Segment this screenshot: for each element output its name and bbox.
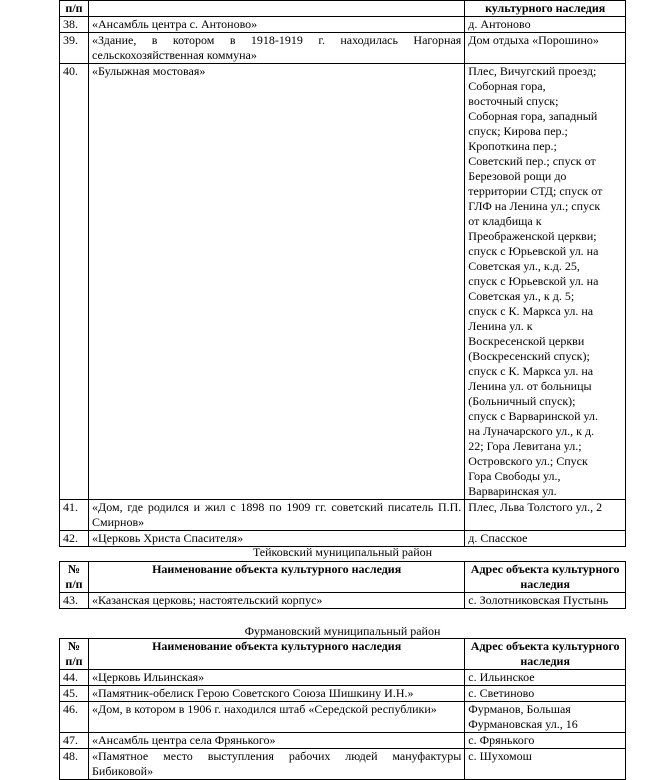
row-address: Плес, Льва Толстого ул., 2 bbox=[465, 500, 626, 531]
header-address: Адрес объекта культурного наследия bbox=[465, 562, 626, 593]
table-row bbox=[60, 702, 626, 733]
district-title-furmanov: Фурмановский муниципальный район bbox=[244, 624, 441, 638]
header-address: Адрес объекта культурного наследия bbox=[465, 639, 626, 670]
row-num: 41. bbox=[60, 500, 89, 531]
heritage-table-continued bbox=[59, 0, 626, 547]
row-num: 48. bbox=[60, 749, 89, 780]
table-row bbox=[60, 64, 626, 500]
row-num: 47. bbox=[60, 733, 89, 749]
table-row bbox=[60, 670, 626, 686]
header-num: № п/п bbox=[60, 639, 89, 670]
table-header-row bbox=[60, 1, 626, 17]
row-num: 39. bbox=[60, 33, 89, 64]
row-address: с. Фрянького bbox=[465, 733, 626, 749]
row-num: 45. bbox=[60, 686, 89, 702]
row-name: «Церковь Христа Спасителя» bbox=[89, 531, 465, 547]
row-address: с. Золотниковская Пустынь bbox=[465, 593, 626, 609]
row-address: Плес, Вичугский проезд; Соборная гора, восточный спуск; Соборная гора, западный спуск; Кирова пер.; Кропоткина пер.; Советский пер.; спуск от Березовой рощи до территории СТД; спуск от ГЛФ на Ленина ул.; спуск от кладбища к Преображенской церкви; спуск с Юрьевской ул. на Советская ул., к.д. 25, спуск с Юрьевской ул. на Советская ул., к д. 5; спуск с К. Маркса ул. на Ленина ул. к Воскресенской церкви (Воскресенский спуск); спуск с К. Маркса ул. на Ленина ул. от больницы (Больничный спуск); спуск с Варваринской ул. на Луначарского ул., к д. 22; Гора Левитана ул.; Островского ул.; Спуск Гора Свободы ул., Варваринская ул. bbox=[465, 64, 626, 500]
table-row bbox=[60, 686, 626, 702]
row-address: д. Антоново bbox=[465, 17, 626, 33]
table-header-row bbox=[60, 639, 626, 670]
row-address: Фурманов, Большая Фурмановская ул., 16 bbox=[465, 702, 626, 733]
row-address: д. Спасское bbox=[465, 531, 626, 547]
table-row bbox=[60, 500, 626, 531]
table-row bbox=[60, 33, 626, 64]
row-address: Дом отдыха «Порошино» bbox=[465, 33, 626, 64]
row-num: 44. bbox=[60, 670, 89, 686]
row-name: «Памятное место выступления рабочих людей мануфактуры Бибиковой» bbox=[89, 749, 465, 780]
table-row bbox=[60, 593, 626, 609]
header-num: п/п bbox=[60, 1, 89, 17]
row-num: 42. bbox=[60, 531, 89, 547]
row-address: с. Ильинское bbox=[465, 670, 626, 686]
heritage-table-furmanov bbox=[59, 638, 626, 780]
table-row bbox=[60, 733, 626, 749]
header-name: Наименование объекта культурного наследия bbox=[89, 639, 465, 670]
row-name: «Дом, где родился и жил с 1898 по 1909 гг. советский писатель П.П. Смирнов» bbox=[89, 500, 465, 531]
row-name: «Дом, в котором в 1906 г. находился штаб «Середской республики» bbox=[89, 702, 465, 733]
row-address: с. Светиново bbox=[465, 686, 626, 702]
row-name: «Здание, в котором в 1918-1919 г. находилась Нагорная сельскохозяйственная коммуна» bbox=[89, 33, 465, 64]
table-header-row bbox=[60, 562, 626, 593]
heritage-table-teykovo bbox=[59, 561, 626, 609]
table-row bbox=[60, 17, 626, 33]
row-num: 38. bbox=[60, 17, 89, 33]
row-num: 40. bbox=[60, 64, 89, 500]
header-name: Наименование объекта культурного наследия bbox=[89, 562, 465, 593]
header-address: культурного наследия bbox=[465, 1, 626, 17]
row-name: «Булыжная мостовая» bbox=[89, 64, 465, 500]
row-name: «Ансамбль центра села Фрянького» bbox=[89, 733, 465, 749]
row-name: «Казанская церковь; настоятельский корпус» bbox=[89, 593, 465, 609]
district-title-teykovo: Тейковский муниципальный район bbox=[252, 545, 433, 559]
row-num: 43. bbox=[60, 593, 89, 609]
header-num: № п/п bbox=[60, 562, 89, 593]
row-name: «Памятник-обелиск Герою Советского Союза Шишкину И.Н.» bbox=[89, 686, 465, 702]
row-num: 46. bbox=[60, 702, 89, 733]
row-address: с. Шухомош bbox=[465, 749, 626, 780]
row-name: «Ансамбль центра с. Антоново» bbox=[89, 17, 465, 33]
table-row bbox=[60, 749, 626, 780]
header-name bbox=[89, 1, 465, 17]
row-name: «Церковь Ильинская» bbox=[89, 670, 465, 686]
